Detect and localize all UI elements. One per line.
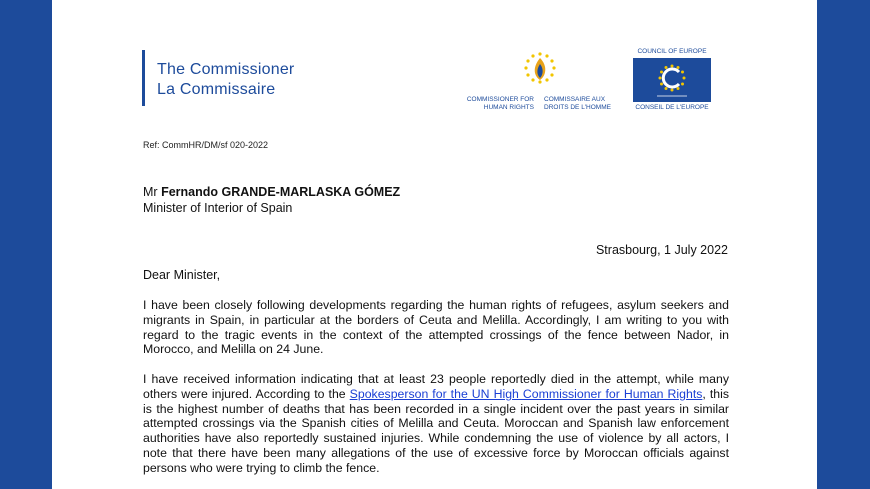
council-of-europe-logo: [630, 48, 714, 116]
recipient-full-name: Fernando GRANDE-MARLASKA GÓMEZ: [161, 185, 401, 199]
brand-line-english: The Commissioner: [157, 61, 295, 78]
commissioner-wordmark: [142, 50, 294, 106]
council-of-europe-stars-emblem-icon: [633, 58, 711, 102]
coe-text-english: COUNCIL OF EUROPE: [637, 48, 707, 55]
paragraph-2-text-after-link: , this is the highest number of deaths that has been recorded in a single incident over the past years in similar attempted crossings via the Spanish cities of Melilla and Ceuta. Moroccan and Spanish law enforcement authorities have also reportedly sustained injuries. While condemning the use of violence by all actors, I note that there have been many allegations of the use of excessive force by Moroccan officials against persons who were trying to climb the fence.: [143, 386, 729, 475]
un-spokesperson-link[interactable]: Spokesperson for the UN High Commissioner for Human Rights: [349, 386, 703, 401]
paragraph-2-text-before-link: I have received information indicating that at least 23 people reportedly died in the attempt, while many others were injured. According to the: [143, 372, 729, 401]
salutation: Dear Minister,: [143, 268, 221, 282]
coe-text-french: CONSEIL DE L'EUROPE: [635, 104, 709, 111]
brand-line-french: La Commissaire: [157, 81, 276, 98]
place-and-date: Strasbourg, 1 July 2022: [595, 243, 728, 257]
recipient-name: [143, 185, 400, 199]
flame-stars-emblem-icon: [520, 50, 560, 94]
commissioner-human-rights-logo: [464, 50, 614, 115]
chr-text-english: COMMISSIONER FOR HUMAN RIGHTS: [466, 96, 534, 111]
paragraph-2: [143, 372, 729, 476]
chr-text-french: COMMISSAIRE AUX DROITS DE L'HOMME: [544, 96, 611, 111]
recipient-title: Minister of Interior of Spain: [143, 201, 293, 215]
recipient-prefix: Mr: [143, 185, 158, 199]
paragraph-1: I have been closely following developments regarding the human rights of refugees, asylum seekers and migrants in Spain, in particular at the borders of Ceuta and Melilla. Accordingly, I am writing to you with regard to the tragic events in the context of the attempted crossings of the fence between Nador, in Morocco, and Melilla on 24 June.: [143, 298, 729, 357]
reference-number: Ref: CommHR/DM/sf 020-2022: [143, 140, 269, 150]
letter-page: [52, 0, 817, 489]
